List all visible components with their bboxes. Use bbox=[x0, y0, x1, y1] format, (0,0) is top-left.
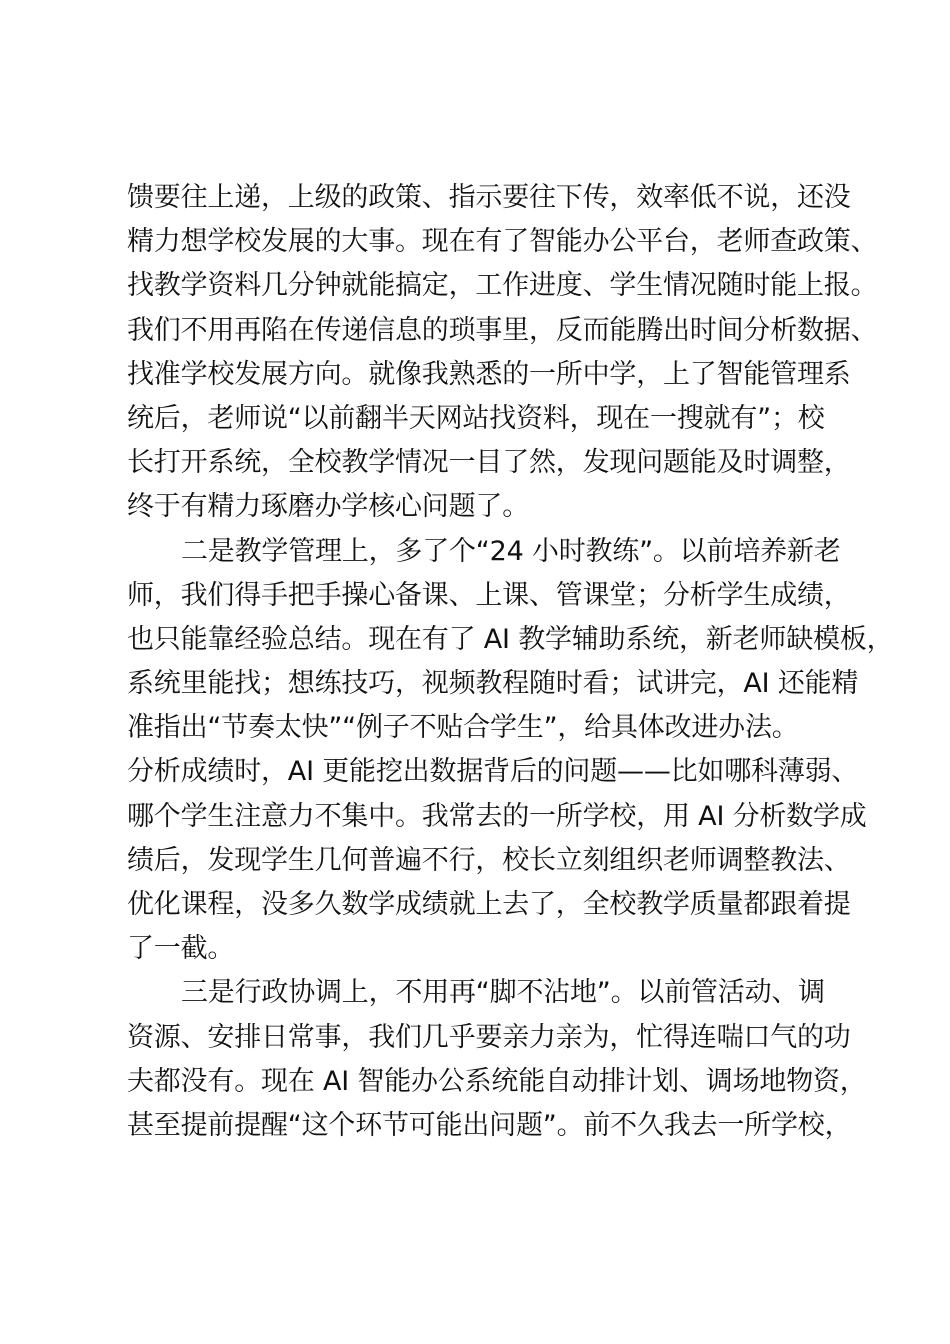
text-line: 分析成绩时，AI 更能挖出数据背后的问题——比如哪科薄弱、 bbox=[127, 756, 859, 788]
text-line: 准指出“节奏太快”“例子不贴合学生”，给具体改进办法。 bbox=[127, 712, 799, 744]
text-line: 找教学资料几分钟就能搞定，工作进度、学生情况随时能上报。 bbox=[127, 270, 878, 302]
text-line: 优化课程，没多久数学成绩就上去了，全校教学质量都跟着提 bbox=[127, 889, 851, 920]
text-line: 夫都没有。现在 AI 智能办公系统能自动排计划、调场地物资， bbox=[127, 1065, 867, 1097]
text-line: 找准学校发展方向。就像我熟悉的一所中学，上了智能管理系 bbox=[127, 358, 851, 390]
text-line: 馈要往上递，上级的政策、指示要往下传，效率低不说，还没 bbox=[127, 182, 851, 213]
text-line: 终于有精力琢磨办学核心问题了。 bbox=[127, 491, 529, 523]
paragraph-start-line: 三是行政协调上，不用再“脚不沾地”。以前管活动、调 bbox=[181, 977, 825, 1009]
text-line: 了一截。 bbox=[127, 933, 235, 965]
text-line: 长打开系统，全校教学情况一目了然，发现问题能及时调整， bbox=[127, 447, 851, 479]
text-line: 我们不用再陷在传递信息的琐事里，反而能腾出时间分析数据、 bbox=[127, 314, 878, 346]
text-line: 绩后，发现学生几何普遍不行，校长立刻组织老师调整教法、 bbox=[127, 844, 851, 876]
text-line: 甚至提前提醒“这个环节可能出问题”。前不久我去一所学校， bbox=[127, 1109, 852, 1141]
text-line: 系统里能找；想练技巧，视频教程随时看；试讲完，AI 还能精 bbox=[127, 668, 859, 700]
body-text bbox=[127, 176, 894, 1148]
text-line: 资源、安排日常事，我们几乎要亲力亲为，忙得连喘口气的功 bbox=[127, 1021, 851, 1053]
text-line: 哪个学生注意力不集中。我常去的一所学校，用 AI 分析数学成 bbox=[127, 800, 867, 832]
text-line: 统后，老师说“以前翻半天网站找资料，现在一搜就有”；校 bbox=[127, 402, 825, 434]
text-line: 师，我们得手把手操心备课、上课、管课堂；分析学生成绩， bbox=[127, 579, 851, 611]
text-line: 也只能靠经验总结。现在有了 AI 教学辅助系统，新老师缺模板， bbox=[127, 623, 894, 655]
text-line: 精力想学校发展的大事。现在有了智能办公平台，老师查政策、 bbox=[127, 226, 878, 258]
paragraph-start-line: 二是教学管理上，多了个“24 小时教练”。以前培养新老 bbox=[181, 535, 841, 567]
